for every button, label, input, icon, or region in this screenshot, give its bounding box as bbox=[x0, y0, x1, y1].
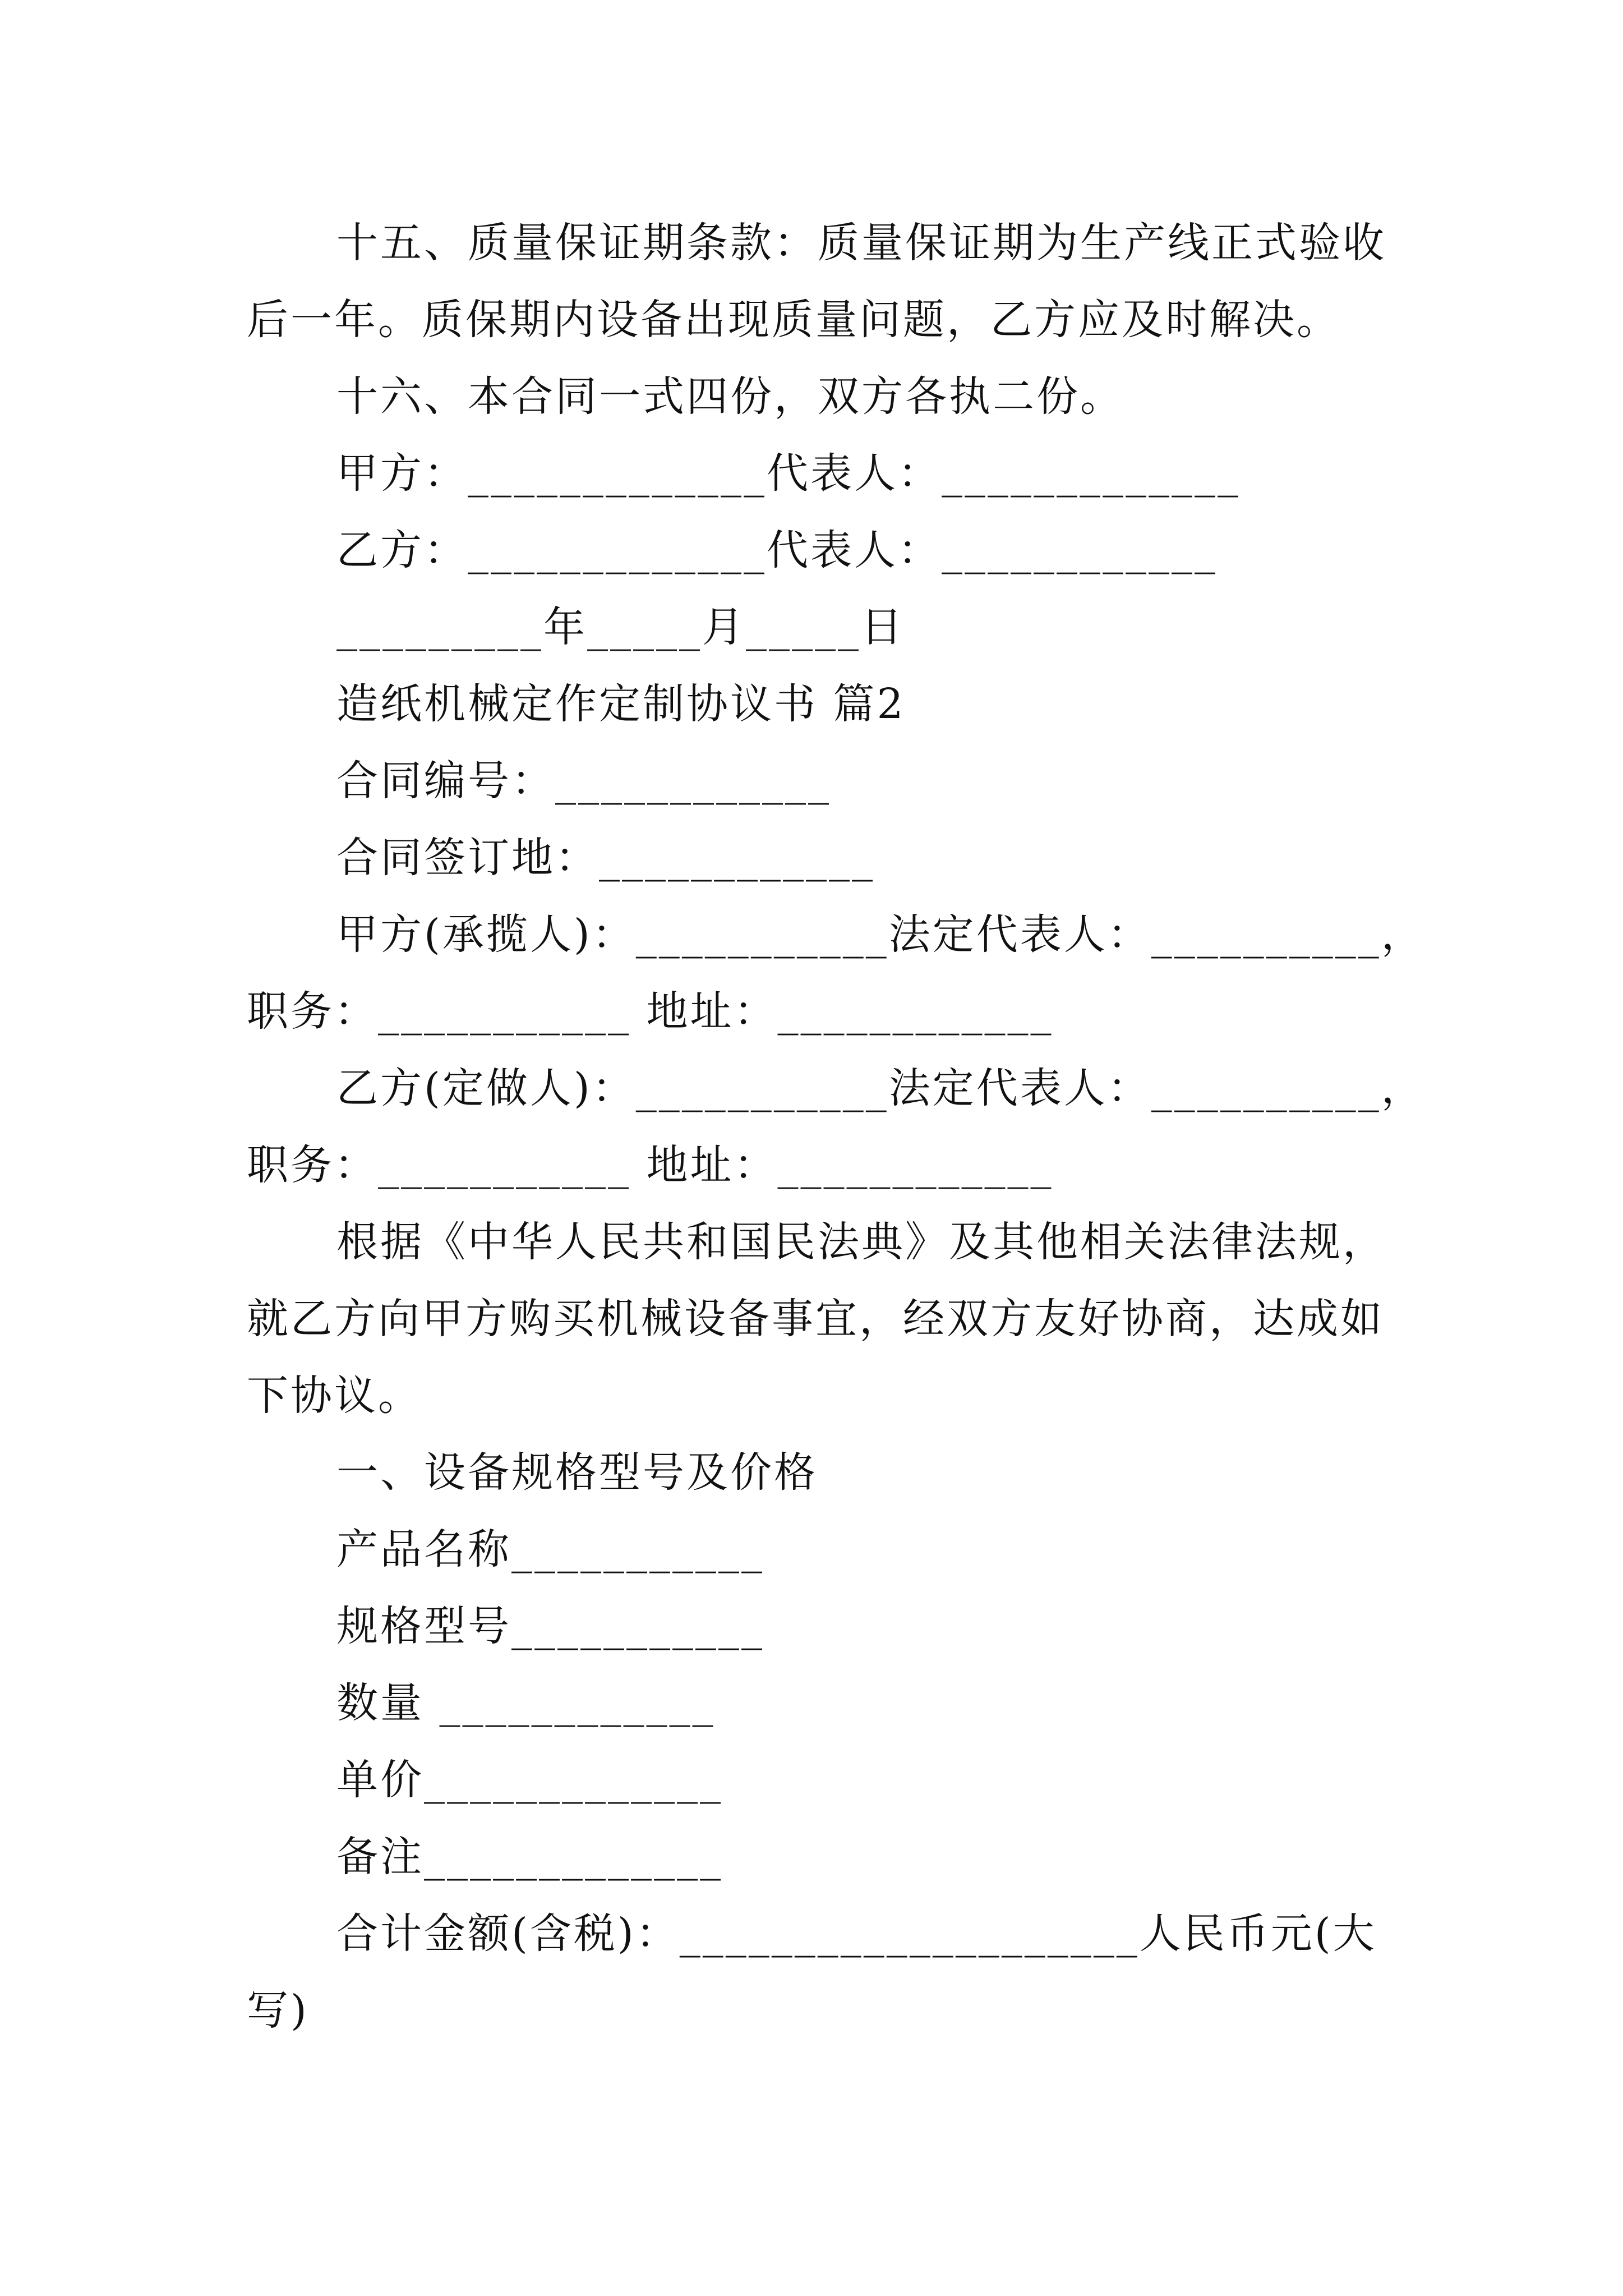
preamble-line-1: 根据《中华人民共和国民法典》及其他相关法律法规， bbox=[336, 1218, 1386, 1266]
article-1-heading: 一、设备规格型号及价格 bbox=[336, 1448, 818, 1497]
quantity-field: 数量 ____________ bbox=[336, 1679, 716, 1727]
clause-15-line-1: 十五、质量保证期条款：质量保证期为生产线正式验收 bbox=[336, 219, 1386, 267]
clause-15-line-2: 后一年。质保期内设备出现质量问题，乙方应及时解决。 bbox=[247, 296, 1340, 344]
preamble-line-2: 就乙方向甲方购买机械设备事宜，经双方友好协商，达成如 bbox=[247, 1295, 1384, 1343]
party-b-signature: 乙方：_____________代表人：____________ bbox=[336, 526, 1218, 574]
party-a-info: 甲方(承揽人)：___________法定代表人：__________， bbox=[336, 910, 1425, 959]
model-field: 规格型号___________ bbox=[336, 1602, 764, 1650]
party-b-info: 乙方(定做人)：___________法定代表人：__________， bbox=[336, 1064, 1425, 1112]
party-a-position-address: 职务：___________ 地址：____________ bbox=[247, 987, 1054, 1036]
preamble-line-3: 下协议。 bbox=[247, 1372, 422, 1420]
remarks-field: 备注_____________ bbox=[336, 1833, 723, 1881]
contract-number: 合同编号：____________ bbox=[336, 757, 831, 805]
signing-place: 合同签订地：____________ bbox=[336, 834, 875, 882]
total-amount-line-1: 合计金额(含税)：____________________人民币元(大 bbox=[336, 1910, 1377, 1958]
party-a-signature: 甲方：_____________代表人：_____________ bbox=[336, 449, 1241, 498]
section-title: 造纸机械定作定制协议书 篇2 bbox=[336, 680, 906, 728]
total-amount-line-2: 写) bbox=[247, 1986, 309, 2035]
signing-date: _________年_____月_____日 bbox=[336, 603, 905, 651]
clause-16: 十六、本合同一式四份，双方各执二份。 bbox=[336, 372, 1124, 421]
unit-price-field: 单价_____________ bbox=[336, 1756, 723, 1804]
product-name-field: 产品名称___________ bbox=[336, 1525, 764, 1573]
party-b-position-address: 职务：___________ 地址：____________ bbox=[247, 1141, 1054, 1189]
